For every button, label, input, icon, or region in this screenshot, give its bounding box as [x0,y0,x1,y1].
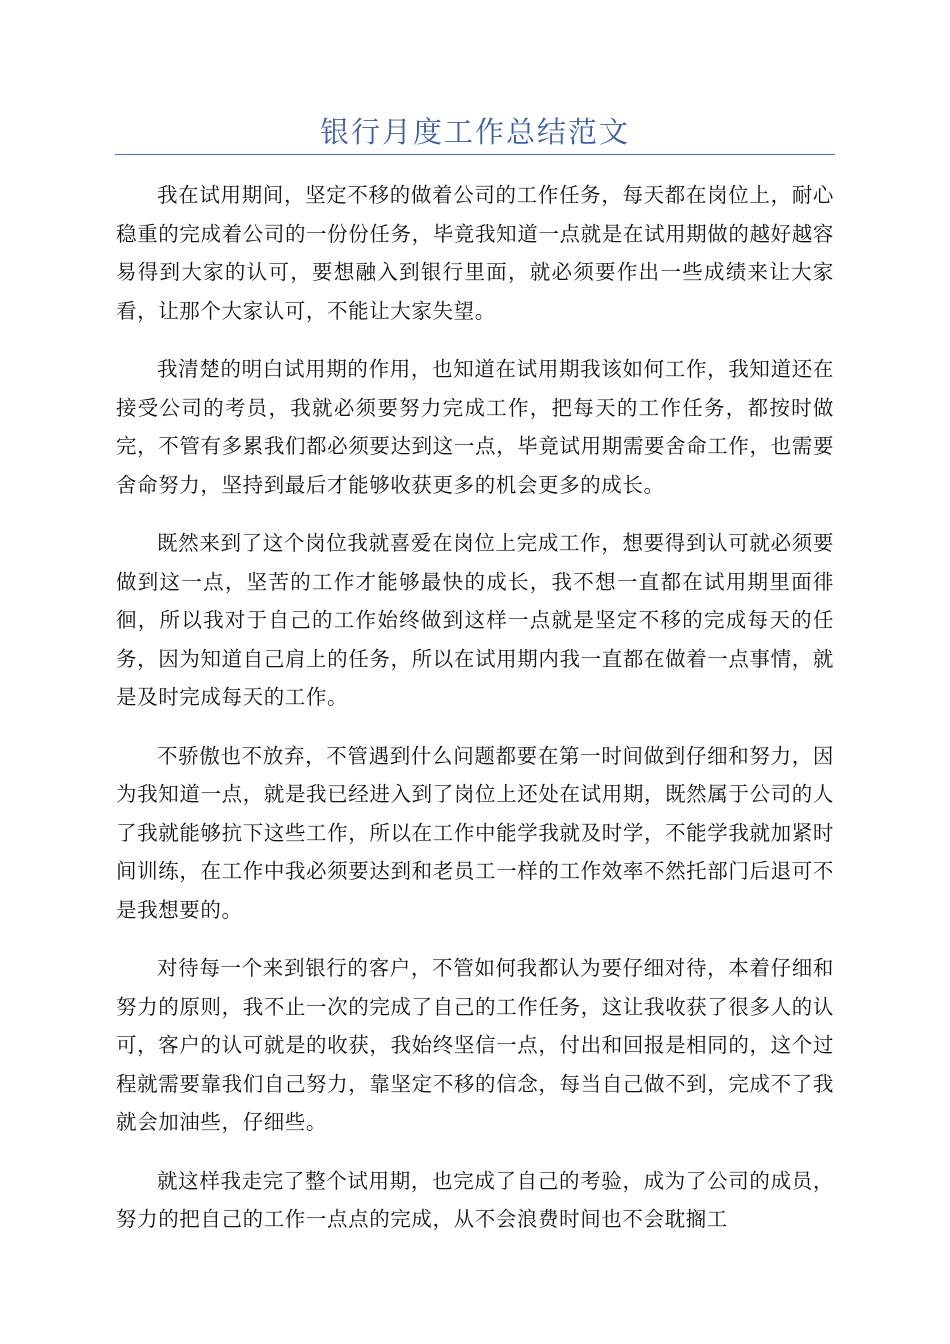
document-title: 银行月度工作总结范文 [319,115,630,149]
paragraph: 我在试用期间，坚定不移的做着公司的工作任务，每天都在岗位上，耐心稳重的完成着公司的一份份任务，毕竟我知道一点就是在试用期做的越好越容易得到大家的认可，要想融入到银行里面，就必须要作出一些成绩来让大家看，让那个大家认可，不能让大家失望。 [116,183,834,323]
paragraph: 对待每一个来到银行的客户，不管如何我都认为要仔细对待，本着仔细和努力的原则，我不止一次的完成了自己的工作任务，这让我收获了很多人的认可，客户的认可就是的收获，我始终坚信一点，付出和回报是相同的，这个过程就需要靠我们自己努力，靠坚定不移的信念，每当自己做不到，完成不了我就会加油些，仔细些。 [116,956,834,1134]
paragraph: 不骄傲也不放弃，不管遇到什么问题都要在第一时间做到仔细和努力，因为我知道一点，就是我已经进入到了岗位上还处在试用期，既然属于公司的人了我就能够抗下这些工作，所以在工作中能学我就及时学，不能学我就加紧时间训练，在工作中我必须要达到和老员工一样的工作效率不然托部门后退可不是我想要的。 [116,743,834,922]
paragraph: 就这样我走完了整个试用期，也完成了自己的考验，成为了公司的成员，努力的把自己的工作一点点的完成，从不会浪费时间也不会耽搁工 [116,1168,834,1231]
document-body [116,176,834,1259]
title-underline [115,154,835,155]
paragraph: 我清楚的明白试用期的作用，也知道在试用期我该如何工作，我知道还在接受公司的考员，我就必须要努力完成工作，把每天的工作任务，都按时做完，不管有多累我们都必须要达到这一点，毕竟试用期需要舍命工作，也需要舍命努力，坚持到最后才能够收获更多的机会更多的成长。 [116,357,834,497]
paragraph: 既然来到了这个岗位我就喜爱在岗位上完成工作，想要得到认可就必须要做到这一点，坚苦的工作才能够最快的成长，我不想一直都在试用期里面徘徊，所以我对于自己的工作始终做到这样一点就是坚定不移的完成每天的任务，因为知道自己肩上的任务，所以在试用期内我一直都在做着一点事情，就是及时完成每天的工作。 [116,531,834,709]
